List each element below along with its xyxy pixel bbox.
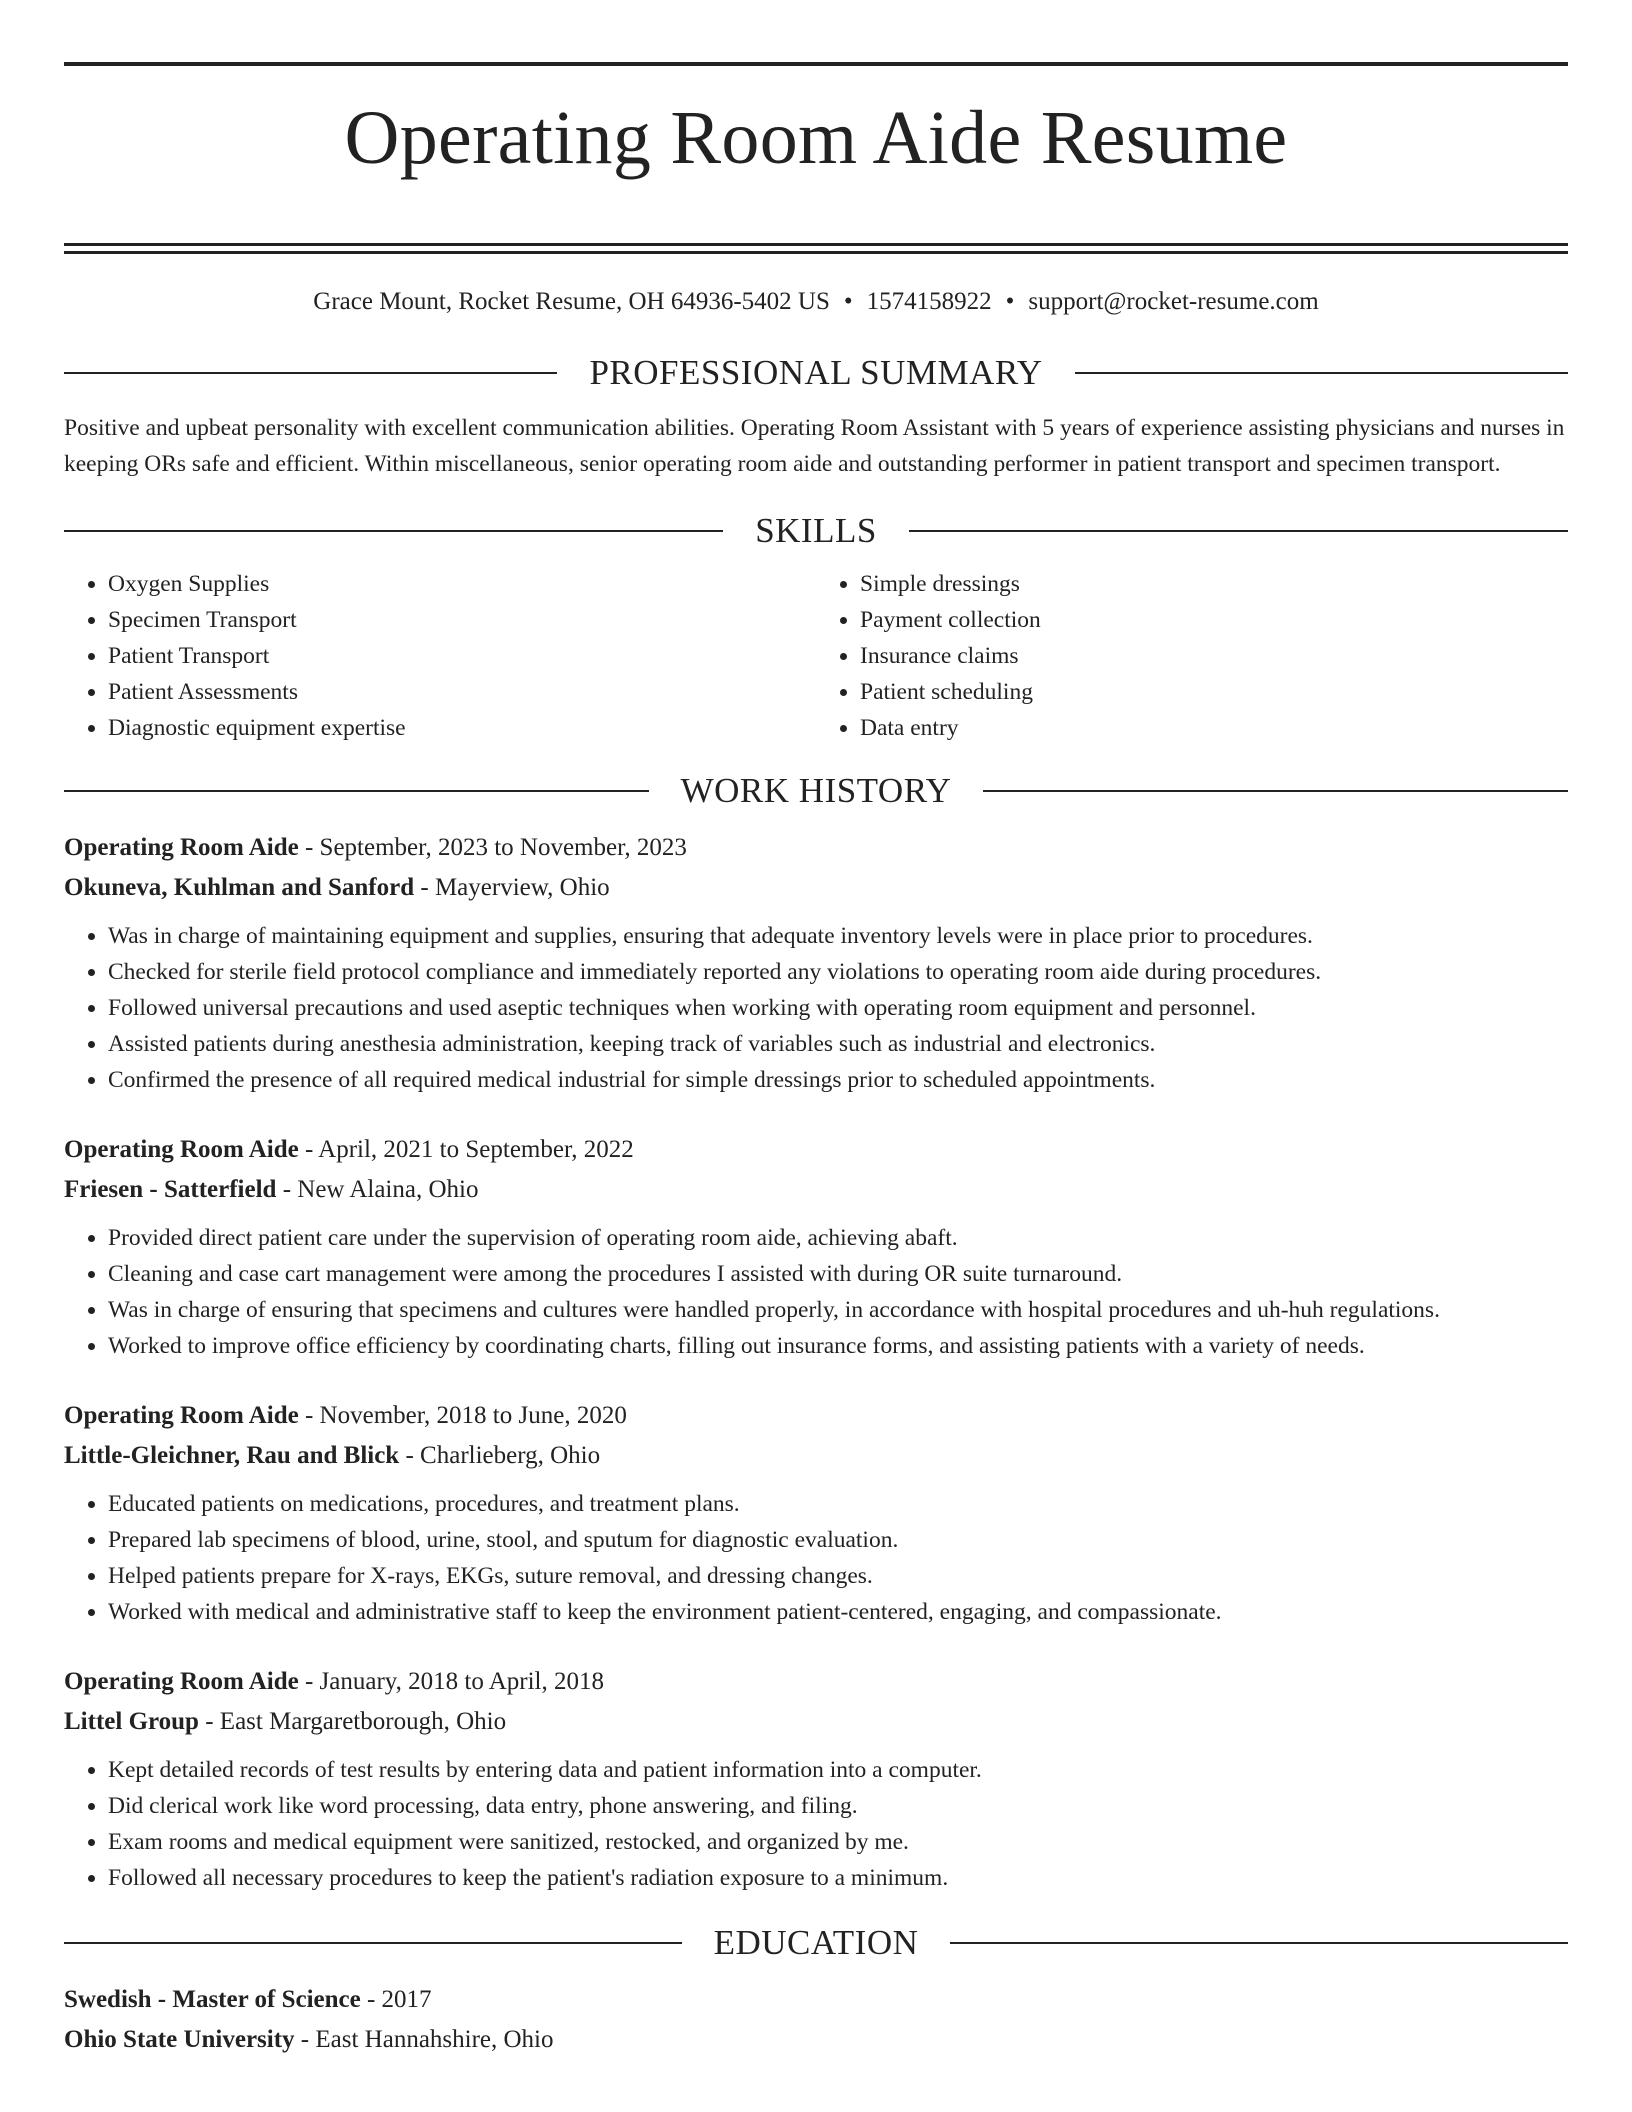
skills-list <box>64 566 1568 746</box>
job-title: Operating Room Aide <box>64 1135 299 1163</box>
skill-item: • Oxygen Supplies <box>108 566 816 602</box>
job-bullet: • Confirmed the presence of all required medical industrial for simple dressings prior to scheduled appointments. <box>108 1062 1568 1098</box>
job-title: Operating Room Aide <box>64 1401 299 1429</box>
job-bullets <box>64 1752 1568 1896</box>
job-bullet: • Assisted patients during anesthesia administration, keeping track of variables such as industrial and electronics. <box>108 1026 1568 1062</box>
job-bullets <box>64 918 1568 1098</box>
skills-column-left <box>64 566 816 746</box>
contact-separator: • <box>843 287 853 315</box>
job-entry <box>64 1130 1568 1364</box>
contact-line <box>64 284 1568 320</box>
top-rule <box>64 62 1568 66</box>
education-degree: Swedish - Master of Science <box>64 1985 361 2013</box>
section-heading-summary <box>64 350 1568 396</box>
education-degree-line <box>64 1980 1568 2020</box>
job-bullets <box>64 1486 1568 1630</box>
job-bullet: • Followed all necessary procedures to keep the patient's radiation exposure to a minimum. <box>108 1860 1568 1896</box>
job-bullet: • Checked for sterile field protocol compliance and immediately reported any violations to operating room aide during procedures. <box>108 954 1568 990</box>
job-bullet: • Worked to improve office efficiency by coordinating charts, filling out insurance forms, and assisting patients with a variety of needs. <box>108 1328 1568 1364</box>
job-bullet: • Exam rooms and medical equipment were sanitized, restocked, and organized by me. <box>108 1824 1568 1860</box>
job-entry <box>64 1396 1568 1630</box>
job-location: - Charlieberg, Ohio <box>399 1441 601 1469</box>
education-school: Ohio State University <box>64 2025 295 2053</box>
skill-item: • Patient scheduling <box>860 674 1568 710</box>
skill-item: • Simple dressings <box>860 566 1568 602</box>
skill-item: • Data entry <box>860 710 1568 746</box>
job-entry <box>64 828 1568 1098</box>
contact-address: Grace Mount, Rocket Resume, OH 64936-5402 US <box>313 287 830 315</box>
section-title: EDUCATION <box>713 1922 919 1962</box>
job-title: Operating Room Aide <box>64 1667 299 1695</box>
job-company-line <box>64 1436 1568 1476</box>
job-company-line <box>64 868 1568 908</box>
title-double-rule <box>64 243 1568 254</box>
job-company: Okuneva, Kuhlman and Sanford <box>64 873 415 901</box>
job-bullet: • Provided direct patient care under the supervision of operating room aide, achieving abaft. <box>108 1220 1568 1256</box>
contact-email[interactable]: support@rocket-resume.com <box>1028 287 1319 315</box>
heading-rule <box>64 530 723 532</box>
job-entry <box>64 1662 1568 1896</box>
job-company-line <box>64 1170 1568 1210</box>
heading-rule <box>909 530 1568 532</box>
skill-item: • Patient Assessments <box>108 674 816 710</box>
job-title-line <box>64 1662 1568 1702</box>
section-title: WORK HISTORY <box>680 770 952 810</box>
section-heading-work <box>64 768 1568 814</box>
job-title-line <box>64 1130 1568 1170</box>
job-dates: - January, 2018 to April, 2018 <box>298 1667 605 1695</box>
skill-item: • Patient Transport <box>108 638 816 674</box>
job-company: Littel Group <box>64 1707 199 1735</box>
section-heading-education <box>64 1920 1568 1966</box>
job-location: - New Alaina, Ohio <box>276 1175 479 1203</box>
heading-rule <box>64 1942 682 1944</box>
job-bullet: • Worked with medical and administrative staff to keep the environment patient-centered, engaging, and compassionate. <box>108 1594 1568 1630</box>
contact-phone: 1574158922 <box>866 287 992 315</box>
heading-rule <box>64 372 557 374</box>
job-bullet: • Prepared lab specimens of blood, urine, stool, and sputum for diagnostic evaluation. <box>108 1522 1568 1558</box>
heading-rule <box>983 790 1568 792</box>
resume-title: Operating Room Aide Resume <box>344 96 1288 180</box>
job-company: Little-Gleichner, Rau and Blick <box>64 1441 400 1469</box>
skill-item: • Specimen Transport <box>108 602 816 638</box>
job-bullet: • Kept detailed records of test results by entering data and patient information into a computer. <box>108 1752 1568 1788</box>
job-bullet: • Cleaning and case cart management were among the procedures I assisted with during OR suite turnaround. <box>108 1256 1568 1292</box>
contact-separator: • <box>1005 287 1015 315</box>
job-dates: - November, 2018 to June, 2020 <box>298 1401 627 1429</box>
job-company-line <box>64 1702 1568 1742</box>
job-company: Friesen - Satterfield <box>64 1175 277 1203</box>
section-title: SKILLS <box>755 510 877 550</box>
job-location: - East Margaretborough, Ohio <box>198 1707 507 1735</box>
job-bullet: • Followed universal precautions and used aseptic techniques when working with operating room equipment and personnel. <box>108 990 1568 1026</box>
job-bullet: • Did clerical work like word processing, data entry, phone answering, and filing. <box>108 1788 1568 1824</box>
job-dates: - April, 2021 to September, 2022 <box>298 1135 634 1163</box>
resume-page <box>64 0 1568 2060</box>
job-title: Operating Room Aide <box>64 833 299 861</box>
heading-rule <box>950 1942 1568 1944</box>
job-title-line <box>64 1396 1568 1436</box>
job-dates: - September, 2023 to November, 2023 <box>298 833 687 861</box>
skill-item: • Diagnostic equipment expertise <box>108 710 816 746</box>
job-bullets <box>64 1220 1568 1364</box>
education-location: - East Hannahshire, Ohio <box>294 2025 554 2053</box>
skill-item: • Insurance claims <box>860 638 1568 674</box>
job-bullet: • Educated patients on medications, procedures, and treatment plans. <box>108 1486 1568 1522</box>
education-school-line <box>64 2020 1568 2060</box>
education-year: - 2017 <box>360 1985 432 2013</box>
section-heading-skills <box>64 508 1568 554</box>
skill-item: • Payment collection <box>860 602 1568 638</box>
job-location: - Mayerview, Ohio <box>414 873 610 901</box>
section-title: PROFESSIONAL SUMMARY <box>589 352 1043 392</box>
summary-text: Positive and upbeat personality with excellent communication abilities. Operating Room Assistant with 5 years of experience assisting physicians and nurses in keeping ORs safe and efficient. Within miscellaneous, senior operating room aide and outstanding performer in patient transport and specimen transport. <box>64 414 1565 477</box>
heading-rule <box>64 790 649 792</box>
heading-rule <box>1075 372 1568 374</box>
job-bullet: • Was in charge of maintaining equipment and supplies, ensuring that adequate inventory levels were in place prior to procedures. <box>108 918 1568 954</box>
job-title-line <box>64 828 1568 868</box>
skills-column-right <box>816 566 1568 746</box>
education-entry <box>64 1980 1568 2060</box>
job-bullet: • Was in charge of ensuring that specimens and cultures were handled properly, in accordance with hospital procedures and uh-huh regulations. <box>108 1292 1568 1328</box>
job-bullet: • Helped patients prepare for X-rays, EKGs, suture removal, and dressing changes. <box>108 1558 1568 1594</box>
